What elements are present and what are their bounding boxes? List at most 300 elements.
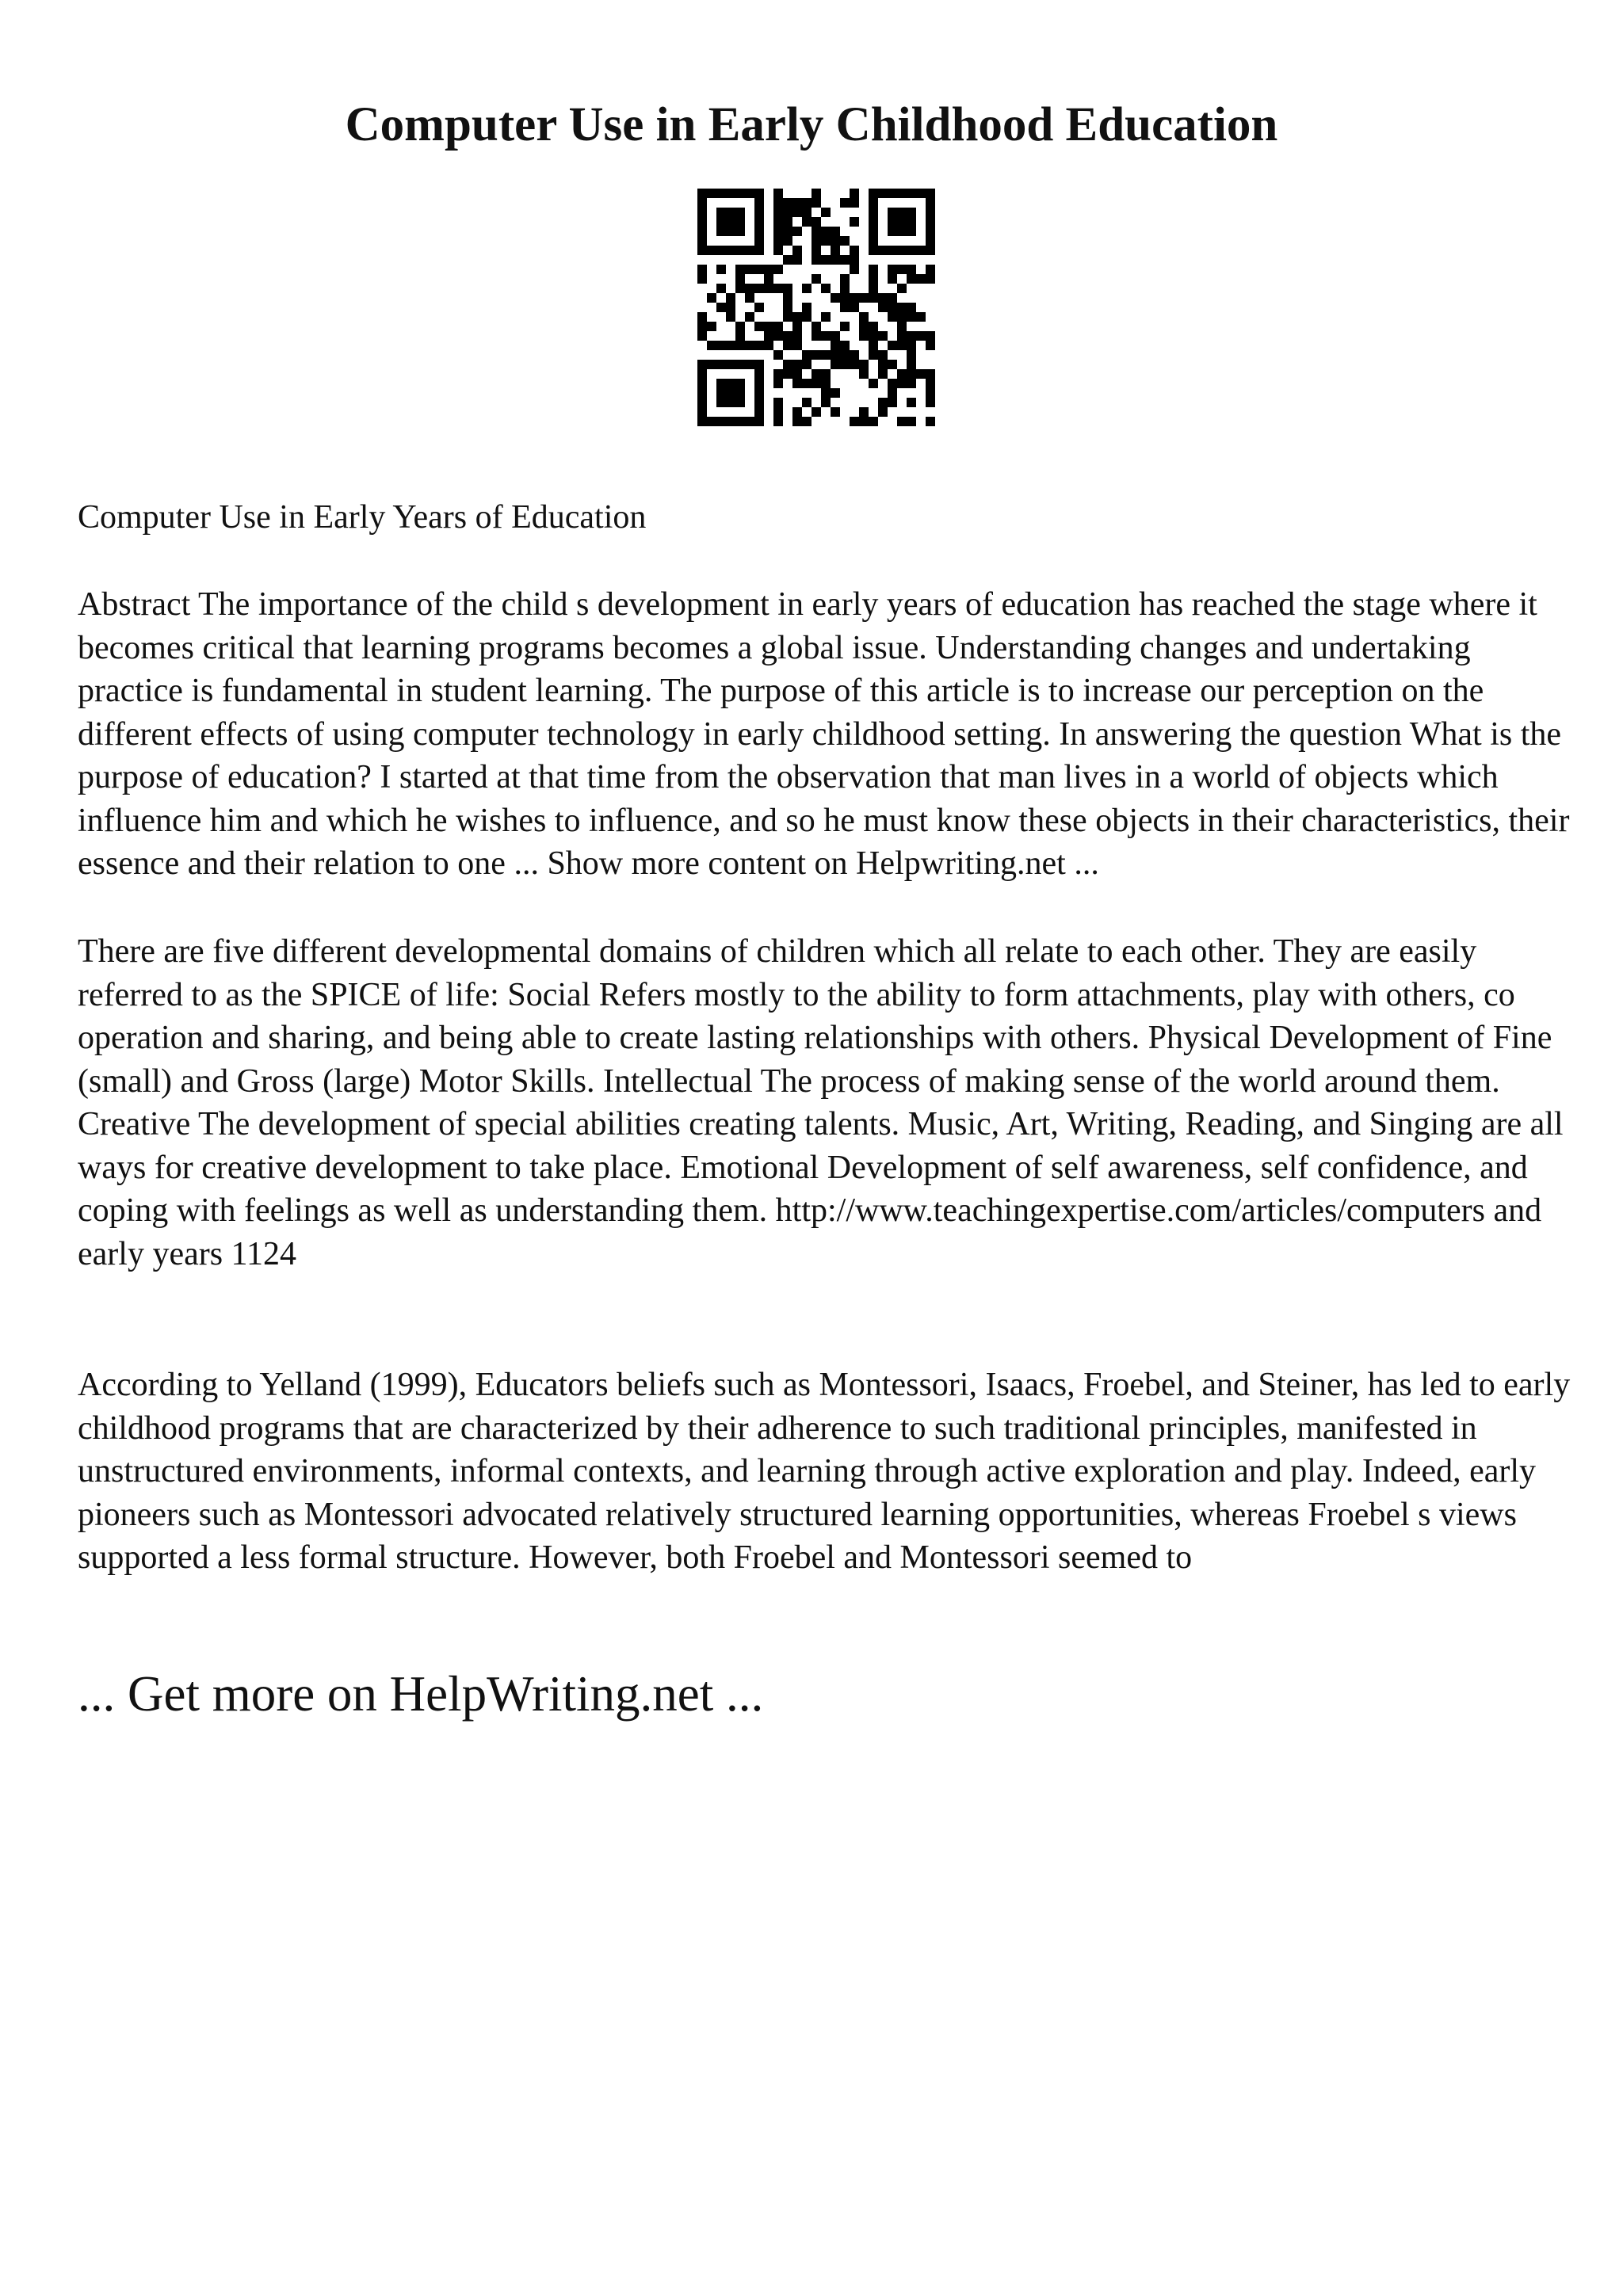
qr-module (735, 360, 745, 369)
qr-module (697, 360, 707, 369)
qr-module (726, 379, 735, 388)
qr-module (726, 303, 735, 312)
qr-module (783, 360, 792, 369)
qr-module (802, 379, 812, 388)
qr-module (783, 198, 792, 208)
paragraph-domains: There are five different developmental domains of children which all relate to each other. They are easily referred to as the SPICE of life: Social Refers mostly to the ability to form attachments, play with others, co operation and sharing, and being able to create lasting relationships with others. Physical Development of Fine (small) and Gross (large) Motor Skills. Intellectual The process of making sense of the world around them. Creative The development of special abilities creating talents. Music, Art, Writing, Reading, and Singing are all ways for creative development to take place. Emotional Development of self awareness, self confidence, and coping with feelings as well as understanding them. http://www.teachingexpertise.com/articles/computers and early years 1124 (78, 933, 1564, 1272)
qr-module (907, 246, 916, 255)
qr-module (792, 312, 802, 322)
qr-module (840, 198, 850, 208)
qr-module (726, 227, 735, 236)
qr-module (850, 293, 859, 303)
qr-module (812, 274, 821, 284)
qr-module (821, 379, 831, 388)
qr-module (783, 255, 792, 265)
qr-module (821, 208, 831, 217)
qr-module (840, 350, 850, 360)
qr-module (888, 388, 897, 398)
qr-module (697, 198, 707, 208)
qr-module (897, 208, 907, 217)
qr-module (907, 398, 916, 407)
qr-module (859, 417, 869, 426)
qr-module (792, 246, 802, 255)
qr-module (916, 369, 926, 379)
qr-module (735, 265, 745, 274)
qr-module (897, 369, 907, 379)
qr-module (907, 227, 916, 236)
qr-module (869, 350, 878, 360)
qr-module (907, 417, 916, 426)
qr-module (859, 331, 869, 341)
qr-module (878, 331, 888, 341)
qr-module (859, 293, 869, 303)
qr-module (850, 189, 859, 198)
qr-module (869, 189, 878, 198)
qr-module (897, 284, 907, 293)
qr-module (802, 350, 812, 360)
qr-module (783, 312, 792, 322)
qr-module (707, 189, 716, 198)
qr-module (897, 322, 907, 331)
qr-module (726, 208, 735, 217)
qr-module (916, 246, 926, 255)
qr-module (773, 284, 783, 293)
qr-module (821, 255, 831, 265)
qr-module (897, 312, 907, 322)
qr-module (850, 417, 859, 426)
qr-module (773, 398, 783, 407)
qr-module (869, 341, 878, 350)
qr-module (735, 379, 745, 388)
qr-module (697, 217, 707, 227)
qr-module (773, 236, 783, 246)
qr-module (926, 341, 935, 350)
qr-module (716, 388, 726, 398)
qr-module (773, 246, 783, 255)
qr-module (697, 312, 707, 322)
qr-module (859, 360, 869, 369)
qr-module (831, 350, 840, 360)
qr-module (850, 360, 859, 369)
qr-module (783, 341, 792, 350)
qr-module (735, 189, 745, 198)
qr-module (907, 379, 916, 388)
qr-module (792, 331, 802, 341)
qr-module (783, 303, 792, 312)
qr-module (840, 303, 850, 312)
qr-module (812, 189, 821, 198)
qr-module (735, 322, 745, 331)
qr-module (735, 246, 745, 255)
qr-module (831, 341, 840, 350)
qr-module (716, 284, 726, 293)
qr-module (783, 331, 792, 341)
qr-module (707, 341, 716, 350)
qr-module (831, 293, 840, 303)
qr-module (812, 407, 821, 417)
qr-module (907, 341, 916, 350)
qr-module (697, 388, 707, 398)
qr-module (907, 350, 916, 360)
qr-module (812, 350, 821, 360)
qr-module (888, 293, 897, 303)
qr-module (697, 331, 707, 341)
qr-module (754, 189, 764, 198)
qr-module (907, 217, 916, 227)
qr-module (726, 217, 735, 227)
qr-module (831, 246, 840, 255)
qr-module (754, 284, 764, 293)
qr-module (773, 217, 783, 227)
qr-module (859, 407, 869, 417)
qr-module (697, 246, 707, 255)
qr-module (697, 398, 707, 407)
qr-module (754, 417, 764, 426)
qr-module (764, 274, 773, 284)
qr-module (707, 246, 716, 255)
qr-module (878, 303, 888, 312)
qr-module (926, 379, 935, 388)
qr-module (869, 246, 878, 255)
qr-module (812, 379, 821, 388)
qr-module (773, 417, 783, 426)
qr-module (869, 331, 878, 341)
qr-module (707, 322, 716, 331)
qr-module (897, 331, 907, 341)
qr-module (831, 407, 840, 417)
qr-module (783, 284, 792, 293)
qr-module (716, 398, 726, 407)
qr-module (764, 284, 773, 293)
qr-module (888, 217, 897, 227)
qr-module (850, 198, 859, 208)
qr-module (907, 303, 916, 312)
qr-module (773, 208, 783, 217)
qr-module (859, 369, 869, 379)
qr-module (926, 246, 935, 255)
qr-module (735, 398, 745, 407)
qr-module (773, 407, 783, 417)
qr-module (888, 303, 897, 312)
qr-module (831, 331, 840, 341)
qr-module (735, 331, 745, 341)
qr-module (840, 322, 850, 331)
qr-module (792, 379, 802, 388)
qr-module (812, 255, 821, 265)
qr-module (926, 388, 935, 398)
qr-module (716, 303, 726, 312)
qr-module (716, 265, 726, 274)
qr-module (926, 417, 935, 426)
qr-module (907, 208, 916, 217)
qr-module (735, 227, 745, 236)
qr-module (773, 265, 783, 274)
qr-module (802, 398, 812, 407)
qr-module (926, 331, 935, 341)
qr-module (888, 227, 897, 236)
qr-module (916, 312, 926, 322)
qr-module (897, 217, 907, 227)
document-title: Computer Use in Early Childhood Education (345, 98, 1278, 151)
qr-module (802, 284, 812, 293)
qr-module (716, 208, 726, 217)
qr-module (697, 322, 707, 331)
qr-module (697, 379, 707, 388)
qr-module (869, 284, 878, 293)
qr-module (697, 369, 707, 379)
qr-module (888, 189, 897, 198)
qr-module (745, 284, 754, 293)
qr-module (802, 217, 812, 227)
qr-module (802, 303, 812, 312)
qr-module (831, 388, 840, 398)
qr-module (697, 407, 707, 417)
qr-module (726, 246, 735, 255)
qr-module (821, 312, 831, 322)
qr-module (888, 274, 897, 284)
qr-module (735, 217, 745, 227)
qr-module (783, 227, 792, 236)
qr-module (754, 407, 764, 417)
qr-module (897, 341, 907, 350)
qr-module (850, 265, 859, 274)
qr-module (916, 331, 926, 341)
qr-module (707, 293, 716, 303)
qr-module (792, 341, 802, 350)
qr-module (812, 246, 821, 255)
qr-module (745, 417, 754, 426)
qr-module (783, 293, 792, 303)
qr-module (726, 189, 735, 198)
qr-module (878, 360, 888, 369)
qr-module (716, 360, 726, 369)
qr-module (831, 360, 840, 369)
qr-module (821, 227, 831, 236)
paragraph-abstract: Abstract The importance of the child s development in early years of education has reached the stage where it becomes critical that learning programs becomes a global issue. Understanding changes and undertaking practice is fundamental in student learning. The purpose of this article is to increase our perception on the different effects of using computer technology in early childhood setting. In answering the question What is the purpose of education? I started at that time from the observation that man lives in a world of objects which influence him and which he wishes to influence, and so he must know these objects in their characteristics, their essence and their relation to one ... Show more content on Helpwriting.net ... (78, 586, 1570, 882)
qr-module (926, 398, 935, 407)
qr-module (869, 293, 878, 303)
qr-module (897, 265, 907, 274)
qr-module (754, 246, 764, 255)
qr-module (754, 388, 764, 398)
qr-module (916, 189, 926, 198)
qr-module (926, 217, 935, 227)
qr-module (802, 312, 812, 322)
qr-module (726, 417, 735, 426)
qr-module (907, 312, 916, 322)
qr-module (850, 246, 859, 255)
qr-module (878, 189, 888, 198)
qr-module (926, 236, 935, 246)
qr-module (792, 369, 802, 379)
qr-module (897, 189, 907, 198)
qr-code-graphic (697, 189, 935, 426)
qr-module (754, 322, 764, 331)
qr-module (716, 379, 726, 388)
qr-module (773, 198, 783, 208)
qr-module (726, 398, 735, 407)
qr-module (754, 360, 764, 369)
qr-module (783, 217, 792, 227)
qr-module (878, 369, 888, 379)
qr-module (745, 312, 754, 322)
qr-module (812, 322, 821, 331)
document-subtitle: Computer Use in Early Years of Education (78, 499, 647, 536)
qr-module (716, 227, 726, 236)
qr-module (754, 379, 764, 388)
qr-code-icon (697, 189, 935, 426)
qr-module (869, 217, 878, 227)
qr-module (745, 360, 754, 369)
qr-module (754, 208, 764, 217)
qr-module (773, 322, 783, 331)
qr-module (802, 360, 812, 369)
qr-module (792, 208, 802, 217)
qr-module (792, 227, 802, 236)
get-more-link[interactable]: ... Get more on HelpWriting.net ... (78, 1666, 764, 1722)
qr-module (821, 388, 831, 398)
qr-module (745, 246, 754, 255)
qr-module (888, 265, 897, 274)
qr-module (907, 189, 916, 198)
qr-module (926, 189, 935, 198)
qr-module (907, 274, 916, 284)
qr-module (783, 369, 792, 379)
qr-module (735, 341, 745, 350)
qr-module (754, 398, 764, 407)
qr-module (802, 417, 812, 426)
qr-module (897, 303, 907, 312)
qr-module (726, 293, 735, 303)
qr-module (869, 208, 878, 217)
qr-module (716, 189, 726, 198)
qr-module (869, 379, 878, 388)
qr-module (792, 198, 802, 208)
qr-module (792, 360, 802, 369)
qr-module (773, 227, 783, 236)
qr-module (869, 265, 878, 274)
qr-module (792, 407, 802, 417)
qr-module (907, 360, 916, 369)
qr-module (697, 227, 707, 236)
qr-module (754, 227, 764, 236)
qr-module (821, 331, 831, 341)
qr-module (735, 417, 745, 426)
qr-module (783, 208, 792, 217)
qr-module (840, 360, 850, 369)
qr-module (716, 417, 726, 426)
qr-module (888, 360, 897, 369)
qr-module (812, 369, 821, 379)
qr-module (878, 350, 888, 360)
qr-module (821, 398, 831, 407)
qr-module (897, 379, 907, 388)
qr-module (812, 227, 821, 236)
qr-module (878, 407, 888, 417)
qr-module (773, 331, 783, 341)
qr-module (754, 303, 764, 312)
qr-module (783, 236, 792, 246)
qr-module (821, 284, 831, 293)
qr-module (878, 246, 888, 255)
qr-module (802, 198, 812, 208)
qr-module (812, 236, 821, 246)
qr-module (697, 417, 707, 426)
qr-module (897, 417, 907, 426)
qr-module (754, 341, 764, 350)
qr-module (812, 217, 821, 227)
qr-module (754, 265, 764, 274)
qr-module (726, 312, 735, 322)
qr-module (907, 331, 916, 341)
qr-module (821, 369, 831, 379)
qr-module (926, 208, 935, 217)
qr-module (764, 322, 773, 331)
qr-module (773, 369, 783, 379)
qr-module (916, 274, 926, 284)
qr-module (735, 274, 745, 284)
qr-module (745, 293, 754, 303)
qr-module (773, 379, 783, 388)
qr-module (859, 322, 869, 331)
qr-module (869, 417, 878, 426)
qr-module (869, 236, 878, 246)
qr-module (840, 274, 850, 284)
qr-module (926, 227, 935, 236)
qr-module (850, 303, 859, 312)
qr-module (888, 379, 897, 388)
qr-module (716, 341, 726, 350)
qr-module (907, 369, 916, 379)
qr-module (878, 398, 888, 407)
qr-module (745, 189, 754, 198)
qr-module (745, 341, 754, 350)
qr-module (697, 189, 707, 198)
qr-module (764, 331, 773, 341)
qr-module (926, 198, 935, 208)
qr-module (735, 284, 745, 293)
qr-module (869, 322, 878, 331)
qr-module (821, 236, 831, 246)
qr-module (831, 255, 840, 265)
qr-module (802, 208, 812, 217)
qr-module (897, 246, 907, 255)
qr-module (745, 265, 754, 274)
qr-module (726, 388, 735, 398)
qr-module (888, 398, 897, 407)
qr-module (697, 208, 707, 217)
qr-module (831, 227, 840, 236)
qr-module (840, 341, 850, 350)
qr-module (792, 255, 802, 265)
qr-module (773, 189, 783, 198)
qr-module (821, 350, 831, 360)
qr-module (812, 198, 821, 208)
qr-module (850, 350, 859, 360)
qr-module (878, 293, 888, 303)
qr-module (840, 293, 850, 303)
qr-module (926, 274, 935, 284)
qr-module (754, 198, 764, 208)
qr-module (907, 265, 916, 274)
qr-module (726, 341, 735, 350)
qr-module (840, 236, 850, 246)
qr-module (888, 341, 897, 350)
qr-module (697, 274, 707, 284)
qr-module (840, 284, 850, 293)
qr-module (926, 265, 935, 274)
qr-module (831, 236, 840, 246)
